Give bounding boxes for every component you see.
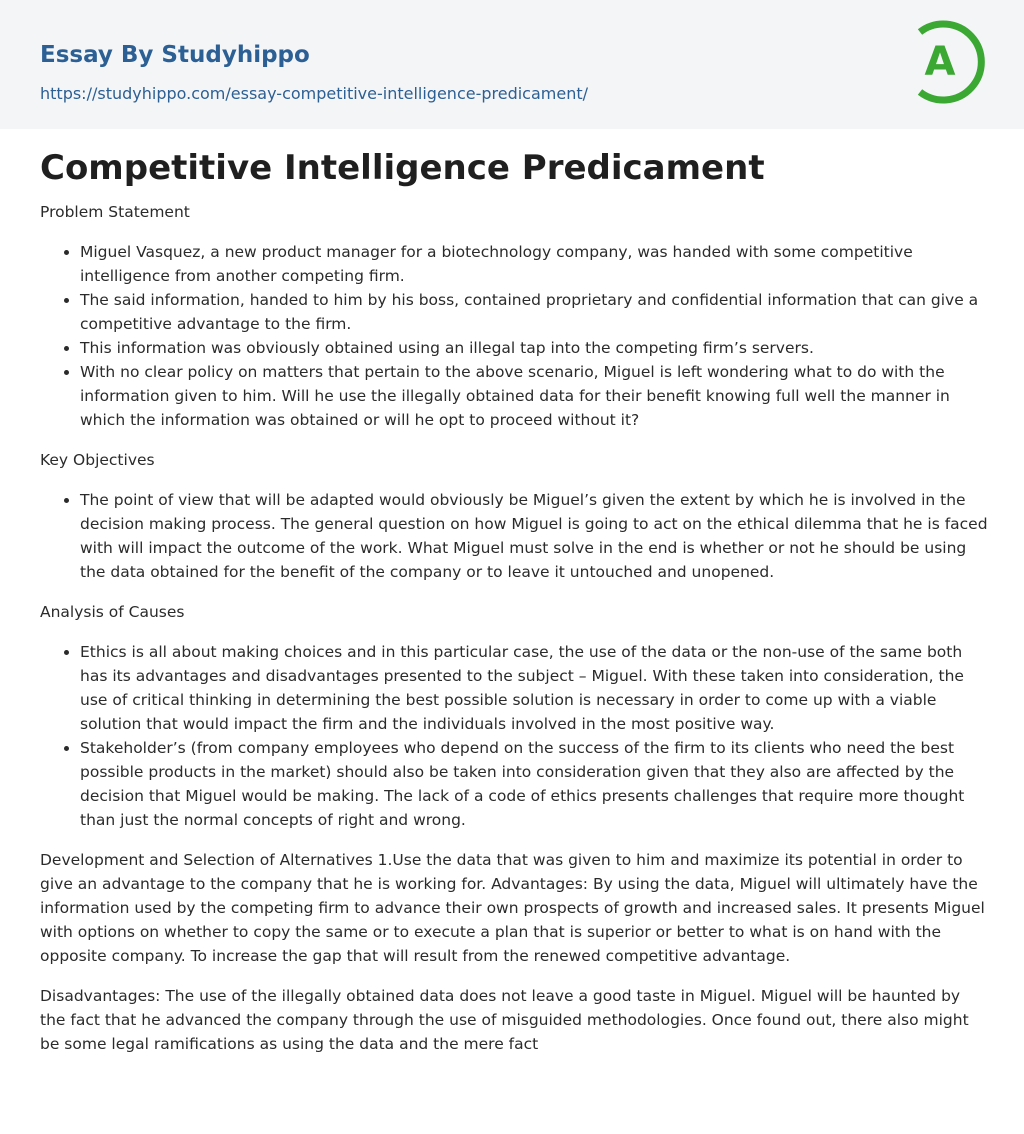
list-item: • This information was obviously obtained using an illegal tap into the competing firm’s servers. xyxy=(80,336,988,360)
logo-letter: A xyxy=(924,39,956,85)
article-title: Competitive Intelligence Predicament xyxy=(40,148,765,188)
site-title[interactable]: Essay By Studyhippo xyxy=(40,42,310,68)
problem-statement-heading: Problem Statement xyxy=(40,203,190,221)
analysis-of-causes-heading: Analysis of Causes xyxy=(40,603,185,621)
studyhippo-logo[interactable] xyxy=(912,18,986,106)
development-paragraph: Development and Selection of Alternatives 1.Use the data that was given to him and maximize its potential in order to give an advantage to the company that he is working for. Advantages: By using the data, Miguel will ultimately have the information used by the competing firm to advance their own prospects of growth and increased sales. It presents Miguel with options on whether to copy the same or to execute a plan that is superior or better to what is on hand with the opposite company. To increase the gap that will result from the renewed competitive advantage. xyxy=(40,851,985,965)
essay-url-link[interactable]: https://studyhippo.com/essay-competitive-intelligence-predicament/ xyxy=(40,84,589,103)
article-content xyxy=(40,146,988,1072)
list-item: • The point of view that will be adapted would obviously be Miguel’s given the extent by which he is involved in the decision making process. The general question on how Miguel is going to act on the ethical dilemma that he is faced with will impact the outcome of the work. What Miguel must solve in the end is whether or not he should be using the data obtained for the benefit of the company or to leave it untouched and unopened. xyxy=(80,488,988,584)
disadvantages-paragraph: Disadvantages: The use of the illegally obtained data does not leave a good taste in Miguel. Miguel will be haunted by the fact that he advanced the company through the use of misguided methodologies. Once found out, there also might be some legal ramifications as using the data and the mere fact xyxy=(40,987,969,1053)
problem-statement-list xyxy=(40,240,988,432)
list-item: • Ethics is all about making choices and in this particular case, the use of the data or the non-use of the same both has its advantages and disadvantages presented to the subject – Miguel. With these taken into consideration, the use of critical thinking in determining the best possible solution is necessary in order to come up with a viable solution that would impact the firm and the individuals involved in the most positive way. xyxy=(80,640,988,736)
list-item: • The said information, handed to him by his boss, contained proprietary and confidential information that can give a competitive advantage to the firm. xyxy=(80,288,988,336)
analysis-of-causes-list xyxy=(40,640,988,832)
list-item: • Miguel Vasquez, a new product manager for a biotechnology company, was handed with some competitive intelligence from another competing firm. xyxy=(80,240,988,288)
list-item: • With no clear policy on matters that pertain to the above scenario, Miguel is left wondering what to do with the information given to him. Will he use the illegally obtained data for their benefit knowing full well the manner in which the information was obtained or will he opt to proceed without it? xyxy=(80,360,988,432)
site-header xyxy=(0,0,1024,129)
key-objectives-heading: Key Objectives xyxy=(40,451,155,469)
list-item: • Stakeholder’s (from company employees who depend on the success of the firm to its clients who need the best possible products in the market) should also be taken into consideration given that they also are affected by the decision that Miguel would be making. The lack of a code of ethics presents challenges that require more thought than just the normal concepts of right and wrong. xyxy=(80,736,988,832)
key-objectives-list xyxy=(40,488,988,584)
logo-circle-icon xyxy=(912,18,986,106)
